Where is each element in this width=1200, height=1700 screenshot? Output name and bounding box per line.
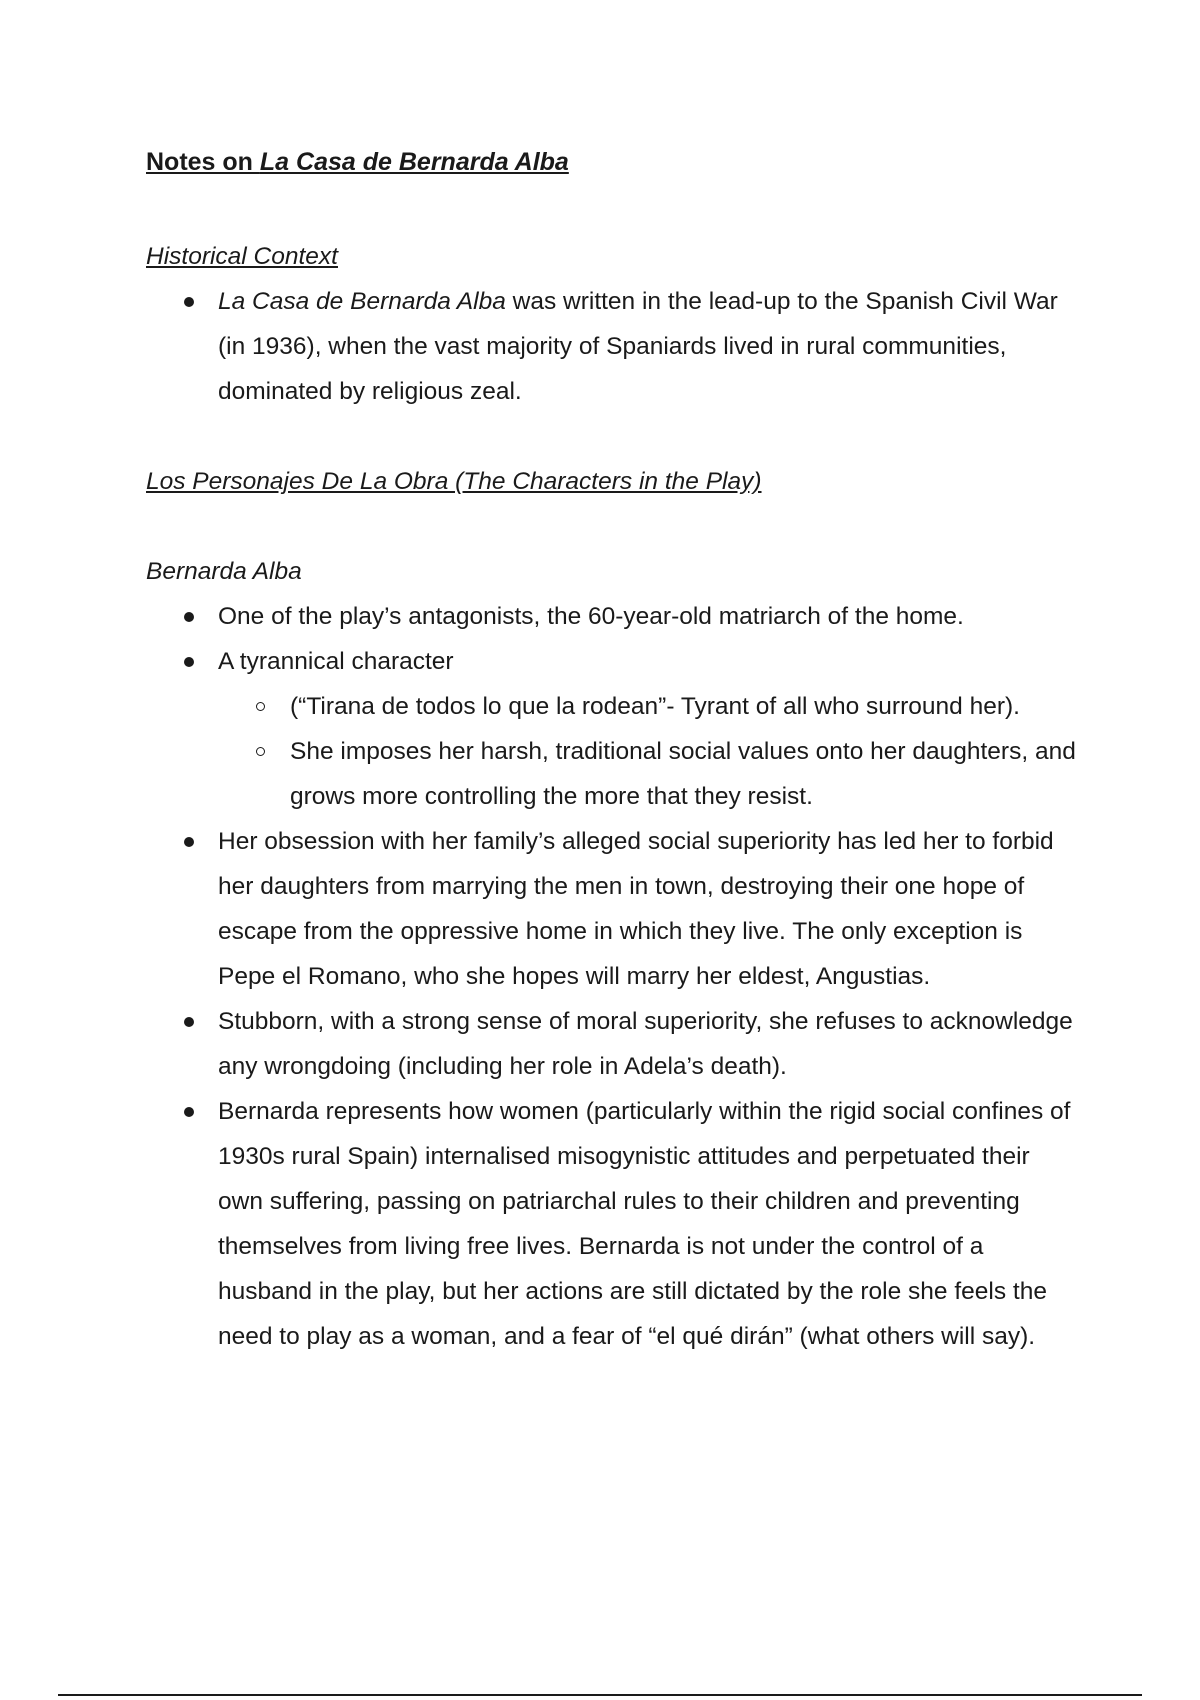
sub-bullet-text: She imposes her harsh, traditional social values onto her daughters, and grows more controlling the more that they resist.	[290, 738, 1076, 810]
bullet-text: Bernarda represents how women (particularly within the rigid social confines of 1930s rural Spain) internalised misogynistic attitudes and perpetuated their own suffering, passing on patriarchal rules to their children and preventing themselves from living free lives. Bernarda is not under the control of a husband in the play, but her actions are still dictated by the role she feels the need to play as a woman, and a fear of “el qué dirán” (what others will say).	[218, 1098, 1071, 1350]
bullet-icon	[184, 1107, 194, 1117]
bullet-icon	[184, 612, 194, 622]
bullet-icon	[184, 657, 194, 667]
characters-heading: Los Personajes De La Obra (The Characters in the Play)	[146, 468, 762, 495]
title-play-name: La Casa de Bernarda Alba	[259, 148, 569, 176]
bullet-icon	[184, 297, 194, 307]
list-item	[146, 639, 1076, 819]
bullet-text: A tyrannical character	[218, 648, 454, 675]
sub-list-item	[218, 729, 1076, 819]
play-title-inline: La Casa de Bernarda Alba	[218, 288, 506, 315]
bullet-text: Stubborn, with a strong sense of moral superiority, she refuses to acknowledge any wrongdoing (including her role in Adela’s death).	[218, 1008, 1073, 1080]
sub-list	[218, 684, 1076, 819]
sub-list-item	[218, 684, 1076, 729]
bullet-text: One of the play’s antagonists, the 60-year-old matriarch of the home.	[218, 603, 964, 630]
bullet-text: was written in the lead-up to the Spanish Civil War (in 1936), when the vast majority of Spaniards lived in rural communities, dominated by religious zeal.	[218, 288, 1058, 405]
sub-bullet-text: (“Tirana de todos lo que la rodean”- Tyrant of all who surround her).	[290, 693, 1020, 720]
bullet-text: Her obsession with her family’s alleged social superiority has led her to forbid her daughters from marrying the men in town, destroying their one hope of escape from the oppressive home in which they live. The only exception is Pepe el Romano, who she hopes will marry her eldest, Angustias.	[218, 828, 1054, 990]
hollow-bullet-icon	[256, 747, 265, 756]
list-item	[146, 819, 1076, 999]
list-item	[146, 279, 1076, 414]
bernarda-list	[146, 594, 1076, 1359]
historical-context-heading: Historical Context	[146, 243, 338, 270]
document-title	[146, 144, 1076, 180]
bullet-icon	[184, 837, 194, 847]
list-item	[146, 1089, 1076, 1359]
bullet-icon	[184, 1017, 194, 1027]
hollow-bullet-icon	[256, 702, 265, 711]
list-item	[146, 594, 1076, 639]
title-prefix: Notes on	[146, 148, 260, 176]
footer-divider	[58, 1694, 1142, 1696]
document-page	[146, 144, 1076, 1359]
historical-context-list	[146, 279, 1076, 414]
list-item	[146, 999, 1076, 1089]
bernarda-alba-heading: Bernarda Alba	[146, 558, 302, 585]
